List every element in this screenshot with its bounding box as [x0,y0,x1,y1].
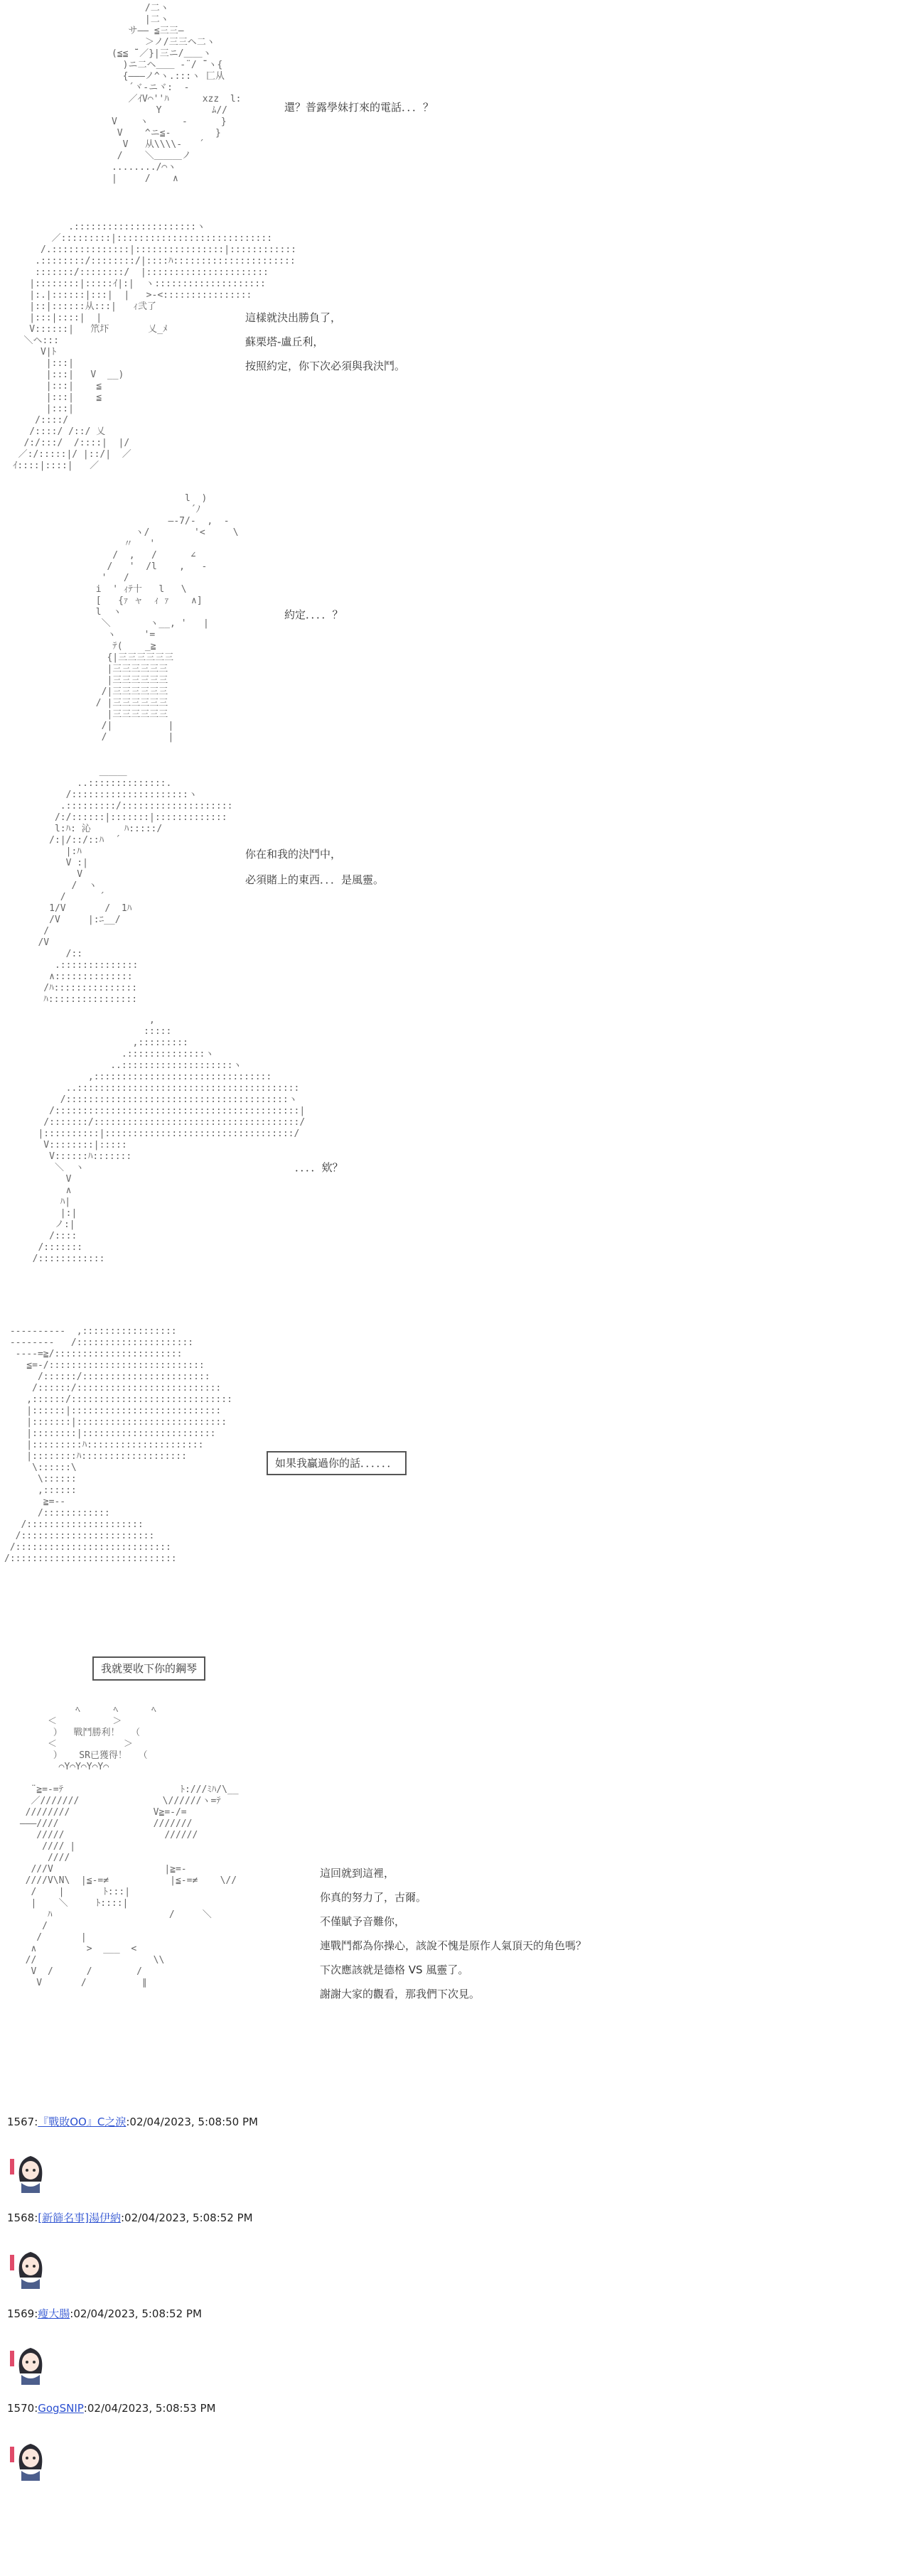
dialogue-line: 連戰鬥都為你操心，該說不愧是原作人氣頂天的角色嗎？ [320,1939,587,1952]
post-meta: 1568:[新篩名事]湯伊納:02/04/2023, 5:08:52 PM [7,2211,253,2224]
ascii-art: /二ヽ |二ヽ サ―― ≦三三― ＞ノ/三三ヘ二ヽ (≦≦ ̄¨／}|三ニ/＿＿ヽ )ニ二ヘ＿＿ ‐¨/ ̄¨ヽ{ {―――ノ^ヽ.:::ヽ 匚从 ´ヾ‐ニヾ: ‐ ／ｲV⌒''ﾊ xzz l: Y ﾑ// V ヽ ‐ } V ^ニ≦‐ } V 从\\\\‐ ´ / ＼＿＿＿ノ ......../⌒ヽ | / ∧ [111,3,242,184]
post-meta: 1567:『戰敗OO』C之淚:02/04/2023, 5:08:50 PM [7,2116,258,2128]
post-number: 1569 [7,2307,35,2320]
post-number: 1568 [7,2211,35,2224]
ascii-art: l ) ´ﾉ ―-7/‐ , ‐ ヽ/ '< \ 〃 ' / , / ∠ / ' /l , ‐ ' / i ' ｨﾃ十 l \ [ {ｧ ャ ｨ ｧ ∧] l ヽ ＼ ヽ__, ' | ヽ '= ﾃ( _≧ {|三三三三三三 |三三三三三三 |三三三三三三 /|三三三三三三 / |三三三三三三 |三三三三三三 /| | / | [95,493,239,743]
panel-7 [0,1652,924,1695]
ascii-art: , ::::: ,::::::::: .::::::::::::::ヽ ..::::::::::::::::::::ヽ ,:::::::::::::::::::::::::::::::: ..:::::::::::::::::::::::::::::::::::::::: /::::::::::::::::::::::::::::::::::::::::ヽ /::::::::::::::::::::::::::::::::::::::::::::| /:::::::/:::::::::::::::::::::::::::::::::::::/ |::::::::::|::::::::::::::::::::::::::::::::::/ V::::::::|::::: V::::::ﾊ::::::: ＼ ヽ V ∧ ﾊ| |:| ノ:| /:::: /::::::: /:::::::::::: [32,1015,306,1264]
post-author-link[interactable]: 瘦大腸 [38,2307,70,2320]
panel-5 [0,1009,924,1322]
ascii-art: ﾍ ﾍ ﾍ ＜ ＞ ） 戰鬥勝利！ （ ＜ ＞ ） SR已獲得！ （ ⌒Y⌒Y⌒Y⌒Y⌒ ¨≧=-=ﾃ ﾄ:///ﾐﾊ/\__ ／/////// \//////ヽ=ﾃ //////// V≧=-/= ―――//// /////// ///// ////// //// | //// ///V |≧=- ////V\N\ |≦-=≠ |≦-=≠ \// / | ﾄ:::| | ＼ ﾄ::::| ﾊ / ＼ / / | ∧ > ___ < // \\ V / / / V / ∥ [19,1705,239,1988]
post-author-link[interactable]: [新篩名事]湯伊納 [38,2211,121,2224]
post-meta: 1569:瘦大腸:02/04/2023, 5:08:52 PM [7,2307,202,2320]
avatar-icon [7,2338,54,2385]
dialogue-line: 不僅賦予音難你， [320,1915,406,1928]
dialogue-line: 這樣就決出勝負了， [245,311,342,324]
post-number: 1567 [7,2116,35,2128]
dialogue-line: 這回就到這裡， [320,1867,395,1880]
panel-2 [0,213,924,483]
dialogue-line: 必須賭上的東西．．．是風靈。 [245,873,385,886]
panel-4 [0,764,924,1013]
dialogue-line: 約定．．．．？ [284,608,343,621]
post-timestamp: 02/04/2023, 5:08:50 PM [129,2116,258,2128]
dialogue-line: 還？普露學妹打來的電話．．．？ [284,101,434,114]
dialogue-line: 你真的努力了，古爾。 [320,1891,427,1904]
avatar-icon [7,2146,54,2193]
panel-6 [0,1322,924,1649]
post-timestamp: 02/04/2023, 5:08:53 PM [87,2402,216,2415]
avatar-icon [7,2242,54,2289]
post-number: 1570 [7,2402,35,2415]
ascii-art: ---------- ,::::::::::::::::: -------- /::::::::::::::::::::: ----=≧/::::::::::::::::::::::: ≦=-/:::::::::::::::::::::::::::: /::::::/::::::::::::::::::::::: /::::::/:::::::::::::::::::::::::: ,::::::/::::::::::::::::::::::::::::: |::::::|::::::::::::::::::::::::::: |:::::::|::::::::::::::::::::::::::: |::::::::|:::::::::::::::::::::::: |:::::::::ﾊ::::::::::::::::::::: |::::::::ﾊ::::::::::::::::::: \::::::\ \:::::: ,:::::: ≧=-- /:::::::::::: /::::::::::::::::::::: /:::::::::::::::::::::::: /:::::::::::::::::::::::::::: /:::::::::::::::::::::::::::::: [4,1326,232,1564]
post-author-link[interactable]: 『戰敗OO』C之淚 [38,2116,127,2128]
dialogue-box: 我就要收下你的鋼琴 [92,1656,205,1681]
ascii-art: .::::::::::::::::::::::ヽ ／:::::::::|:::::::::::::::::::::::::::: /.::::::::::::::|::::::::::::::::|:::::::::::: .::::::::/::::::::/|::::ﾊ:::::::::::::::::::::: :::::::/::::::::/ |:::::::::::::::::::::: |::::::::|:::::ｲ|:| ヽ:::::::::::::::::::: |:.|::::::|:::| | >‐<:::::::::::::::: |::|::::::从:::| ｨ弐了 |:::|::::| | V::::::| 笊圷 乂_ﾒ ＼ヘ::: V|ﾄ |:::| |:::| V __) |:::| ≦ |:::| ≦ |:::| /::::/ /::::/ /::/ 乂 /:/:::/ /::::| |/ ／:/:::::|/ |::/| ／ ｲ::::|::::| ／ [12,222,296,471]
dialogue-line: 按照約定，你下次必須與我決鬥。 [245,360,406,372]
dialogue-box: 如果我贏過你的話．．．．．． [267,1451,407,1475]
dialogue-line: 謝謝大家的觀看，那我們下次見。 [320,1988,480,2000]
dialogue-line: ．．．．欸？ [295,1161,343,1174]
post-timestamp: 02/04/2023, 5:08:52 PM [73,2307,202,2320]
post-meta: 1570:GogSNIP:02/04/2023, 5:08:53 PM [7,2402,216,2415]
post-timestamp: 02/04/2023, 5:08:52 PM [124,2211,253,2224]
dialogue-line: 下次應該就是德格 VS 風靈了。 [320,1963,469,1976]
avatar-icon [7,2434,54,2481]
dialogue-line: 你在和我的決鬥中， [245,848,342,861]
panel-8 [0,1702,924,2100]
post-author-link[interactable]: GogSNIP [38,2402,84,2415]
panel-3 [0,490,924,760]
ascii-art: ＿＿＿ ..::::::::::::::. /:::::::::::::::::::::ヽ .:::::::::/:::::::::::::::::::: /:/::::::|:::::::|::::::::::::: l:ﾊ: 沁 ﾊ:::::/ /:|/::/::ﾊ ´ |:ﾊ V :| V / ヽ / ´ 1/V / 1ﾊ /V |:ﾆ__/ / /V /:: .:::::::::::::: ∧:::::::::::::: /ﾊ::::::::::::::: ﾊ:::::::::::::::: [38,767,233,1005]
dialogue-line: 蘇栗塔-盧丘利， [245,335,324,348]
panel-1 [0,0,924,213]
